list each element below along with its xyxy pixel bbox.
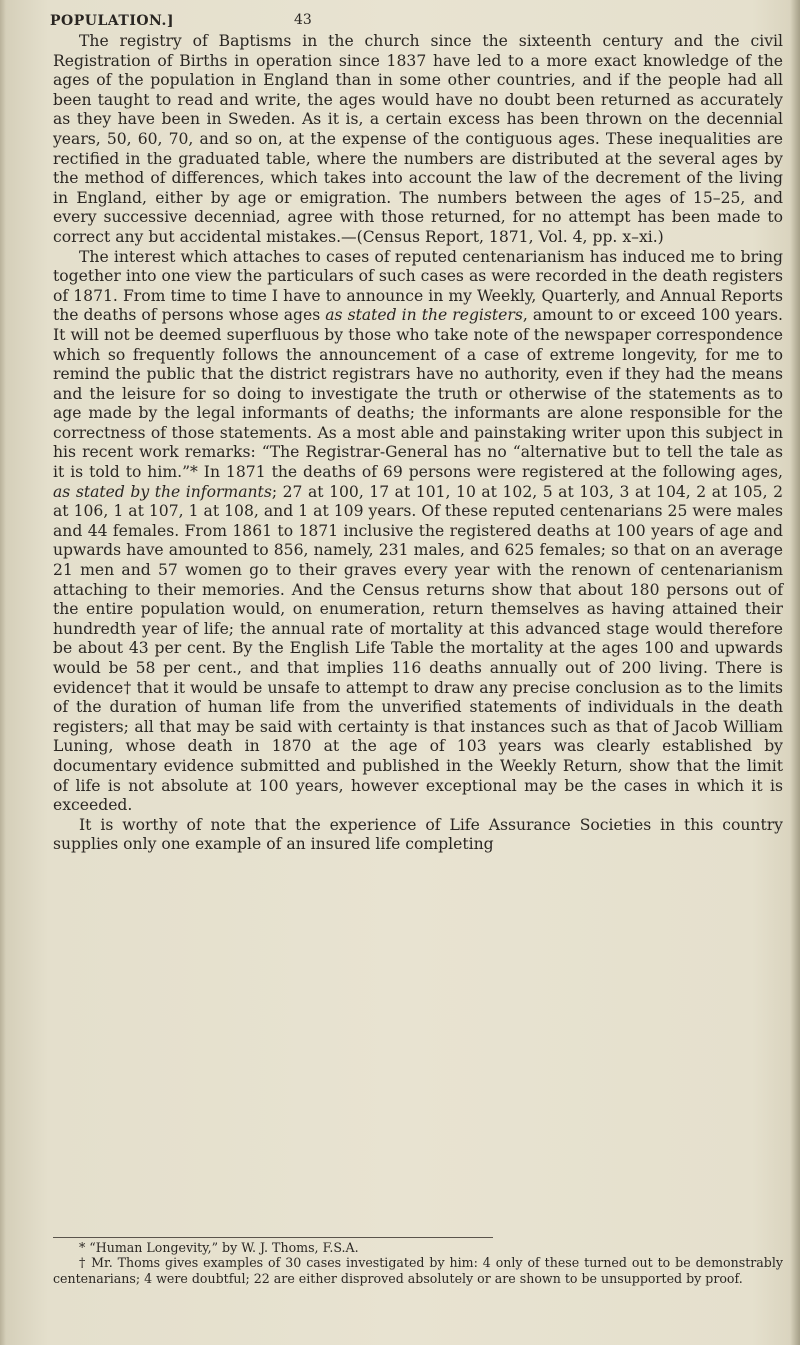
footnotes	[53, 1240, 783, 1286]
page-left-edge-shadow	[0, 0, 6, 1345]
italic-text-run: as stated in the registers	[325, 306, 523, 325]
page-right-edge-shadow	[790, 0, 800, 1345]
footnote: * “Human Longevity,” by W. J. Thoms, F.S.A.	[79, 1240, 359, 1255]
text-run: , amount to or exceed 100 years. It will not be deemed superfluous by those who take note of the newspaper correspondence which so frequently follows the announcement of a case of extreme longevity, for me to remind the public that the district registrars have no authority, even if they had the means and the leisure for so doing to investigate the truth or otherwise of the statements as to age made by the legal informants of deaths; the informants are alone responsible for the correctness of those statements. As a most able and painstaking writer upon this subject in his recent work remarks: “The Registrar-General has no “alternative but to tell the tale as it is told to him.”* In 1871 the deaths of 69 persons were registered at the following ages,	[53, 306, 783, 482]
text-run: ; 27 at 100, 17 at 101, 10 at 102, 5 at 103, 3 at 104, 2 at 105, 2 at 106, 1 at 107, 1 at 108, and 1 at 109 years. Of these reputed centenarians 25 were males and 44 females. From 1861 to 1871 inclusive the registered deaths at 100 years of age and upwards have amounted to 856, namely, 231 males, and 625 females; so that on an average 21 men and 57 women go to their graves every year with the renown of centenarianism attaching to their memories. And the Census returns show that about 180 persons out of the entire population would, on enumeration, return themselves as having attained their hundredth year of life; the annual rate of mortality at this advanced stage would therefore be about 43 per cent. By the English Life Table the mortality at the ages 100 and upwards would be 58 per cent., and that implies 116 deaths annually out of 200 living. There is evidence† that it would be unsafe to attempt to draw any precise conclusion as to the limits of the duration of human life from the unverified statements of individuals in the death registers; all that may be said with certainty is that instances such as that of Jacob William Luning, whose death in 1870 at the age of 103 years was clearly established by documentary evidence submitted and published in the Weekly Return, show that the limit of life is not absolute at 100 years, however exceptional may be the cases in which it is exceeded.	[53, 482, 783, 815]
running-head: POPULATION.]	[50, 13, 174, 29]
body-text	[53, 32, 783, 855]
footnote-rule	[53, 1237, 493, 1238]
page-header	[50, 10, 770, 34]
page-number: 43	[294, 12, 312, 28]
text-run: It is worthy of note that the experience of Life Assurance Societies in this country supplies only one example of an insured life completing	[53, 815, 783, 854]
text-run: The registry of Baptisms in the church since the sixteenth century and the civil Registration of Births in operation since 1837 have led to a more exact knowledge of the ages of the population in England than in some other countries, and if the people had all been taught to read and write, the ages would have no doubt been returned as accurately as they have been in Sweden. As it is, a certain excess has been thrown on the decennial years, 50, 60, 70, and so on, at the expense of the contiguous ages. These inequalities are rectified in the graduated table, where the numbers are distributed at the several ages by the method of differences, which takes into account the law of the decrement of the living in England, either by age or emigration. The numbers between the ages of 15–25, and every successive decenniad, agree with those returned, for no attempt has been made to correct any but accidental mistakes.—(Census Report, 1871, Vol. 4, pp. x–xi.)	[53, 32, 783, 246]
paragraph	[53, 248, 783, 816]
italic-text-run: as stated by the informants	[53, 482, 272, 501]
footnote: † Mr. Thoms gives examples of 30 cases investigated by him: 4 only of these turned out to be demonstrably centenarians; 4 were doubtful; 22 are either disproved absolutely or are shown to be unsupported by proof.	[53, 1255, 783, 1286]
text-run: The interest which attaches to cases of reputed centenarianism has induced me to bring together into one view the particulars of such cases as were recorded in the death registers of 1871. From time to time I have to announce in my Weekly, Quarterly, and Annual Reports the deaths of persons whose ages	[53, 247, 783, 325]
paragraph	[53, 32, 783, 248]
paragraph	[53, 816, 783, 855]
